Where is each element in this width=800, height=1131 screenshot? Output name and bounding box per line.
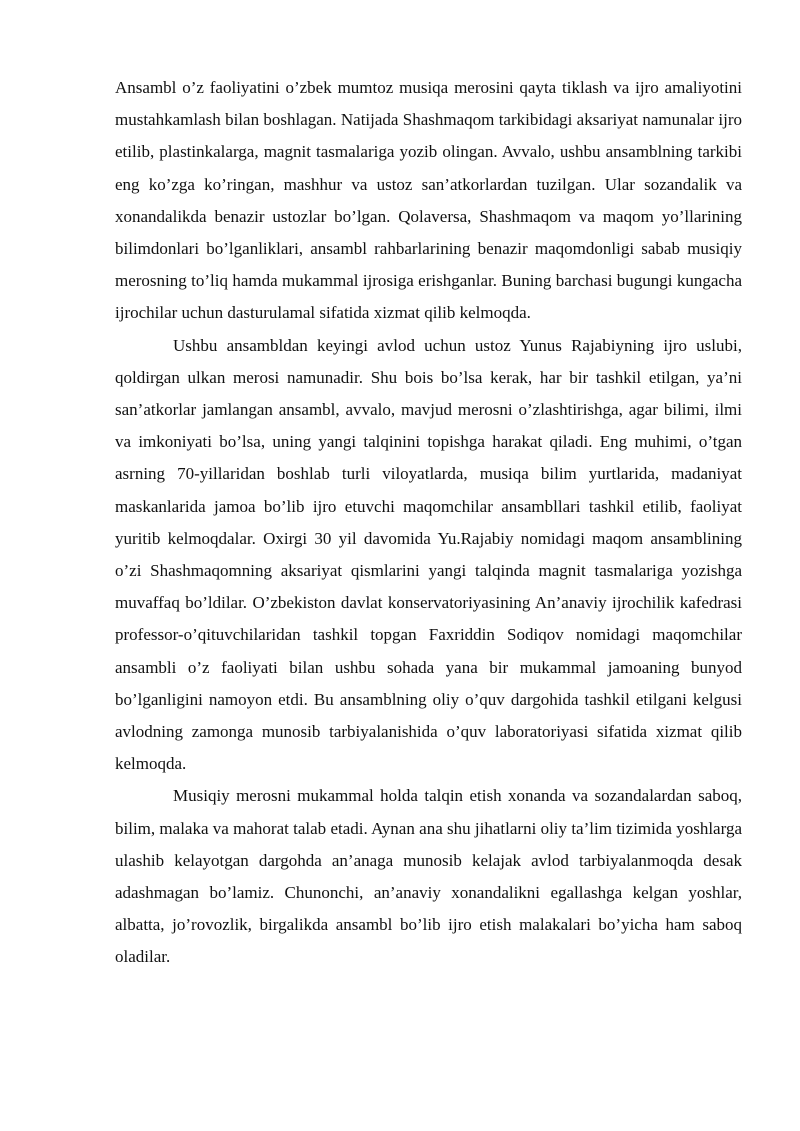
paragraph-3: Musiqiy merosni mukammal holda talqin etish xonanda va sozandalardan saboq, bilim, malaka va mahorat talab etadi. Aynan ana shu jihatlarni oliy ta’lim tizimida yoshlarga ulashib kelayotgan dargohda an’anaga munosib kelajak avlod tarbiyalanmoqda desak adashmagan bo’lamiz. Chunonchi, an’anaviy xonandalikni egallashga kelgan yoshlar, albatta, jo’rovozlik, birgalikda ansambl bo’lib ijro etish malakalari bo’yicha ham saboq oladilar.: [115, 786, 742, 967]
paragraph-2: Ushbu ansambldan keyingi avlod uchun ustoz Yunus Rajabiyning ijro uslubi, qoldirgan ulkan merosi namunadir. Shu bois bo’lsa kerak, har bir tashkil etilgan, ya’ni san’atkorlar jamlangan ansambl, avvalo, mavjud merosni o’zlashtirishga, agar bilimi, ilmi va imkoniyati bo’lsa, uning yangi talqinini topishga harakat qiladi. Eng muhimi, o’tgan asrning 70-yillaridan boshlab turli viloyatlarda, musiqa bilim yurtlarida, madaniyat maskanlarida jamoa bo’lib ijro etuvchi maqomchilar ansambllari tashkil etilib, faoliyat yuritib kelmoqdalar. Oxirgi 30 yil davomida Yu.Rajabiy nomidagi maqom ansamblining o’zi Shashmaqomning aksariyat qismlarini yangi talqinda magnit tasmalariga yozishga muvaffaq bo’ldilar. O’zbekiston davlat konservatoriyasining An’anaviy ijrochilik kafedrasi professor-o’qituvchilaridan tashkil topgan Faxriddin Sodiqov nomidagi maqomchilar ansambli o’z faoliyati bilan ushbu sohada yana bir mukammal jamoaning bunyod bo’lganligini namoyon etdi. Bu ansamblning oliy o’quv dargohida tashkil etilgani kelgusi avlodning zamonga munosib tarbiyalanishida o’quv laboratoriyasi sifatida xizmat qilib kelmoqda.: [115, 335, 742, 774]
paragraph-1: Ansambl o’z faoliyatini o’zbek mumtoz musiqa merosini qayta tiklash va ijro amaliyotini mustahkamlash bilan boshlagan. Natijada Shashmaqom tarkibidagi aksariyat namunalar ijro etilib, plastinkalarga, magnit tasmalariga yozib olingan. Avvalo, ushbu ansamblning tarkibi eng ko’zga ko’ringan, mashhur va ustoz san’atkorlardan tuzilgan. Ular sozandalik va xonandalikda benazir ustozlar bo’lgan. Qolaversa, Shashmaqom va maqom yo’llarining bilimdonlari bo’lganliklari, ansambl rahbarlarining benazir maqomdonligi sabab musiqiy merosning to’liq hamda mukammal ijrosiga erishganlar. Buning barchasi bugungi kungacha ijrochilar uchun dasturulamal sifatida xizmat qilib kelmoqda.: [115, 78, 742, 323]
document-page: [115, 72, 742, 974]
